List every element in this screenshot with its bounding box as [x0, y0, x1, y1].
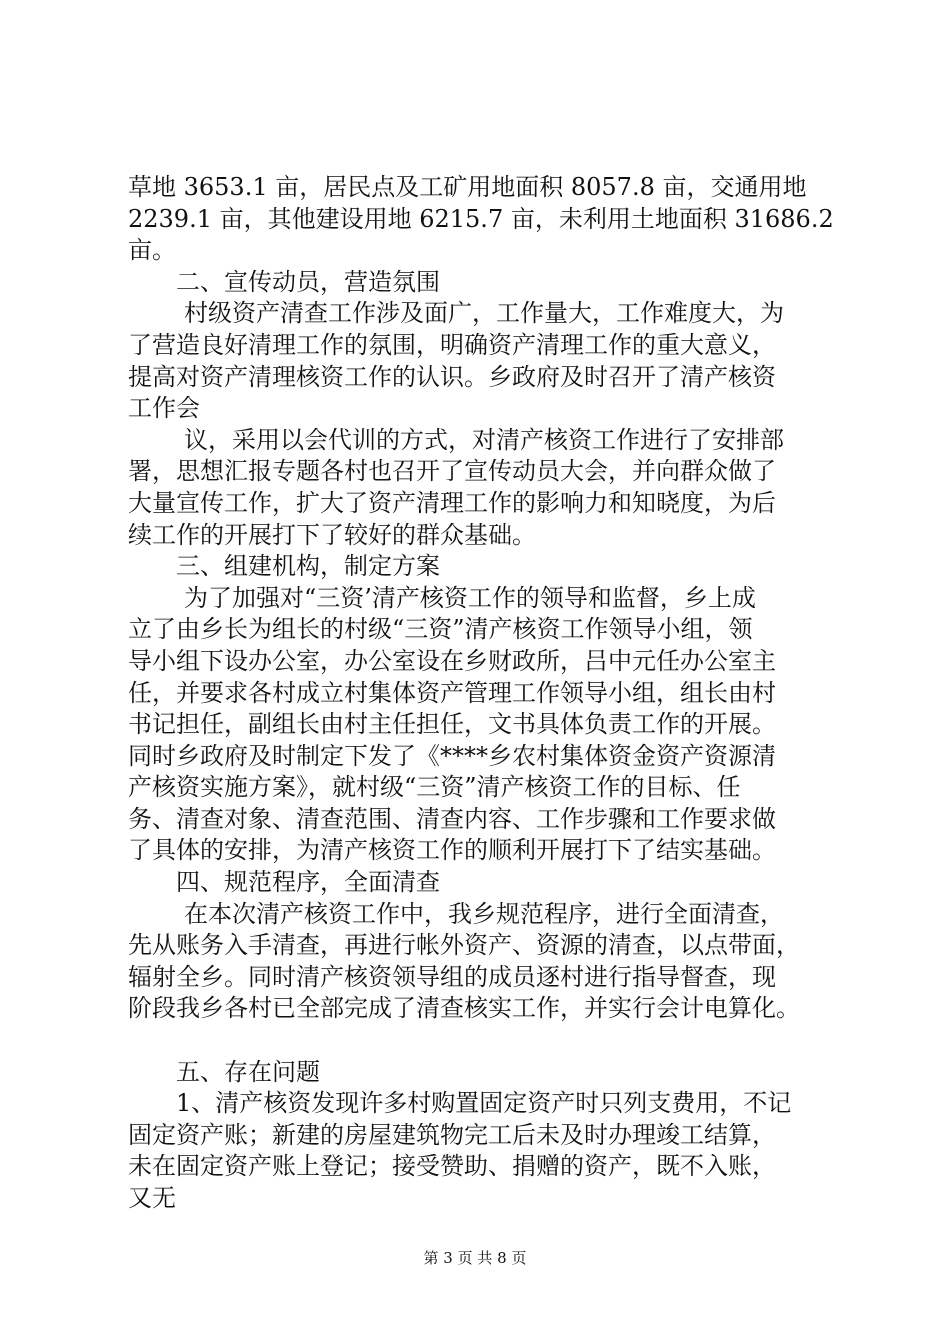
text-line: 书记担任，副组长由村主任担任，文书具体负责工作的开展。 — [128, 710, 776, 739]
text-line: 署，思想汇报专题各村也召开了宣传动员大会，并向群众做了 — [128, 457, 776, 486]
section-heading: 1、清产核资发现许多村购置固定资产时只列支费用，不记 — [176, 1089, 792, 1118]
text-line: 在本次清产核资工作中，我乡规范程序，进行全面清查， — [184, 899, 784, 928]
text-line: 议，采用以会代训的方式，对清产核资工作进行了安排部 — [184, 425, 784, 454]
text-line: 为了加强对“三资’清产核资工作的领导和监督，乡上成 — [184, 583, 756, 612]
section-heading: 五、存在问题 — [176, 1057, 320, 1086]
text-line: 提高对资产清理核资工作的认识。乡政府及时召开了清产核资 — [128, 362, 776, 391]
text-line: 草地 3653.1 亩，居民点及工矿用地面积 8057.8 亩，交通用地 — [128, 173, 807, 201]
text-line: 亩。 — [128, 236, 176, 265]
text-line: 续工作的开展打下了较好的群众基础。 — [128, 520, 536, 549]
page-footer: 第 3 页 共 8 页 — [423, 1249, 527, 1267]
text-line: 了具体的安排，为清产核资工作的顺利开展打下了结实基础。 — [128, 836, 776, 865]
text-line: 了营造良好清理工作的氛围，明确资产清理工作的重大意义， — [128, 330, 776, 359]
section-heading: 四、规范程序，全面清查 — [176, 868, 440, 897]
text-line: 先从账务入手清查，再进行帐外资产、资源的清查，以点带面， — [128, 931, 800, 960]
text-line: 村级资产清查工作涉及面广，工作量大，工作难度大，为 — [184, 299, 784, 328]
text-line: 任，并要求各村成立村集体资产管理工作领导小组，组长由村 — [128, 678, 776, 707]
text-line: 工作会 — [128, 394, 200, 423]
section-heading: 二、宣传动员，营造氛围 — [176, 267, 440, 296]
text-line: 务、清查对象、清查范围、清查内容、工作步骤和工作要求做 — [128, 804, 776, 833]
text-line: 产核资实施方案》，就村级“三资”清产核资工作的目标、任 — [128, 773, 741, 802]
text-line: 2239.1 亩，其他建设用地 6215.7 亩，未利用土地面积 31686.2 — [128, 204, 834, 233]
text-line: 辐射全乡。同时清产核资领导组的成员逐村进行指导督查，现 — [128, 962, 776, 991]
document-body — [128, 172, 840, 1215]
text-line: 同时乡政府及时制定下发了《****乡农村集体资金资产资源清 — [128, 741, 776, 770]
text-line: 导小组下设办公室，办公室设在乡财政所，吕中元任办公室主 — [128, 646, 776, 675]
blank-line — [128, 1025, 840, 1057]
section-heading: 三、组建机构，制定方案 — [176, 552, 440, 581]
text-line: 阶段我乡各村已全部完成了清查核实工作，并实行会计电算化。 — [128, 994, 800, 1023]
text-line: 立了由乡长为组长的村级“三资”清产核资工作领导小组，领 — [128, 615, 753, 644]
text-line: 未在固定资产账上登记；接受赞助、捐赠的资产，既不入账， — [128, 1152, 776, 1181]
text-line: 又无 — [128, 1184, 176, 1212]
text-line: 固定资产账；新建的房屋建筑物完工后未及时办理竣工结算， — [128, 1120, 776, 1149]
text-line: 大量宣传工作，扩大了资产清理工作的影响力和知晓度，为后 — [128, 488, 776, 517]
